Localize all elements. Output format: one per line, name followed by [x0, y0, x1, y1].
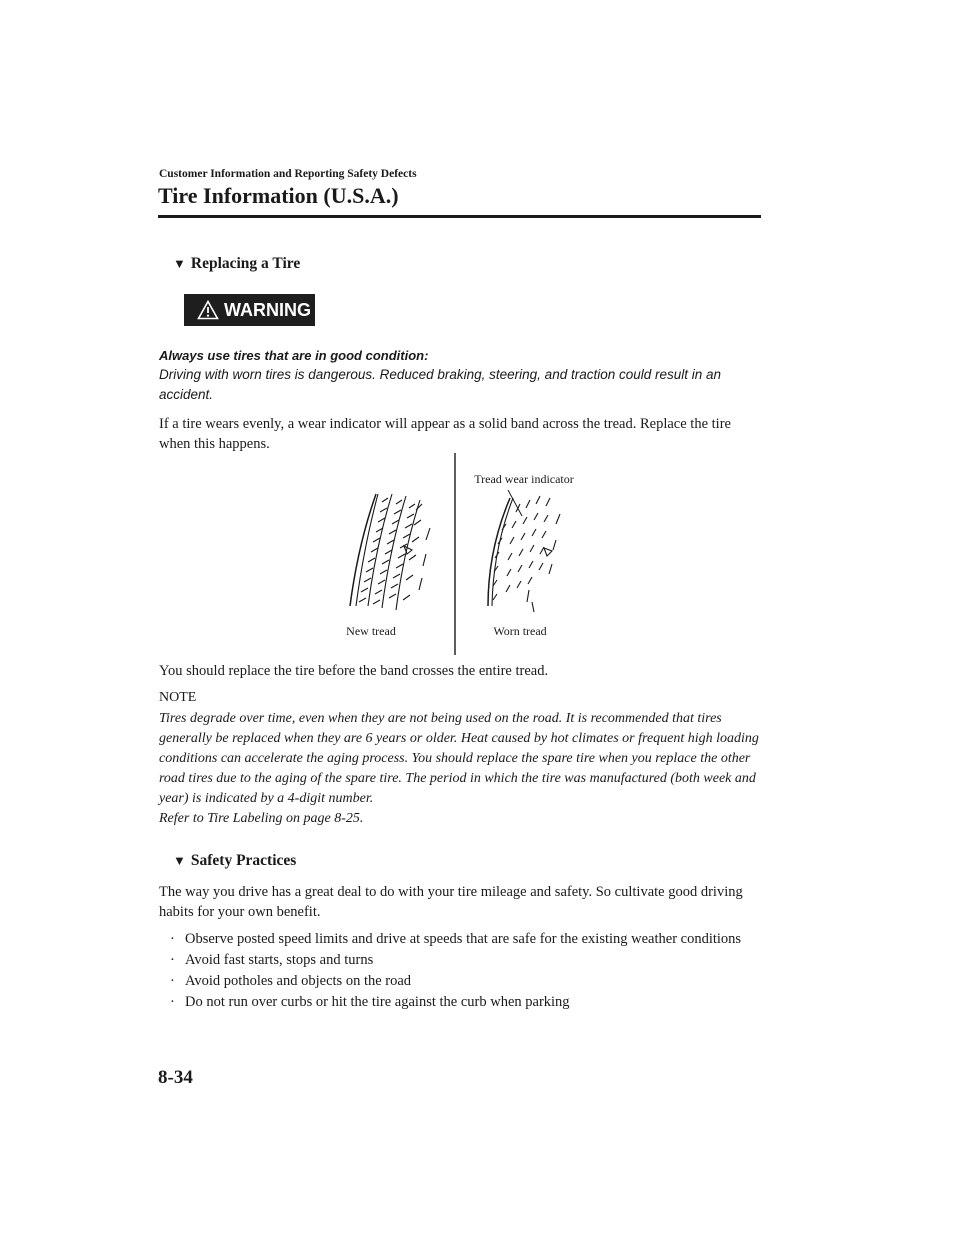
note-text: Tires degrade over time, even when they are not being used on the road. It is recommended that tires generally be replaced when they are 6 years or older. Heat caused by hot climates or frequent high loading conditions can accelerate the aging process. You should replace the spare tire when you replace the other road tires due to the aging of the spare tire. The period in which the tire was manufactured (both week and year) is indicated by a 4-digit number. [159, 711, 759, 806]
warning-badge [184, 294, 315, 326]
list-item: · Avoid potholes and objects on the road [170, 973, 412, 989]
new-tread-label: New tread [346, 624, 396, 638]
list-item: · Avoid fast starts, stops and turns [170, 952, 374, 968]
bullet-dot-icon: · [170, 931, 175, 947]
safety-intro: The way you drive has a great deal to do with your tire mileage and safety. So cultivate good driving habits for your own benefit. [159, 884, 743, 920]
page-number: 8-34 [158, 1067, 193, 1088]
bullet-dot-icon: · [170, 952, 175, 968]
replacing-heading-text: Replacing a Tire [190, 255, 301, 272]
section-header: Customer Information and Reporting Safety Defects [159, 168, 417, 180]
warning-label: WARNING [224, 299, 311, 320]
bullet-dot-icon: · [170, 973, 175, 989]
replacing-intro: If a tire wears evenly, a wear indicator will appear as a solid band across the tread. Replace the tire when this happens. [159, 416, 731, 452]
list-item: · Do not run over curbs or hit the tire against the curb when parking [170, 994, 570, 1010]
note-label: NOTE [159, 690, 197, 705]
triangle-down-icon: ▼ [173, 256, 186, 271]
tread-figure [320, 450, 600, 660]
triangle-down-icon: ▼ [173, 853, 186, 868]
bullet-dot-icon: · [170, 994, 175, 1010]
note-body [159, 709, 761, 829]
list-item: · Observe posted speed limits and drive at speeds that are safe for the existing weather conditions [170, 931, 742, 947]
safety-list [170, 929, 760, 1013]
note-reference: Refer to Tire Labeling on page 8-25. [159, 811, 364, 826]
indicator-label: Tread wear indicator [474, 472, 574, 486]
replacing-heading [173, 255, 300, 273]
new-tread-illustration [350, 494, 430, 610]
worn-tread-illustration [488, 490, 560, 612]
warning-triangle-icon [197, 300, 219, 320]
safety-heading-text: Safety Practices [190, 852, 297, 869]
chapter-title: Tire Information (U.S.A.) [158, 183, 399, 208]
safety-heading [173, 852, 296, 870]
worn-tread-label: Worn tread [493, 624, 547, 638]
replace-before-text: You should replace the tire before the band crosses the entire tread. [159, 663, 549, 679]
warning-body: Driving with worn tires is dangerous. Reduced braking, steering, and traction could result in an accident. [159, 367, 722, 402]
warning-title: Always use tires that are in good condition: [159, 348, 429, 363]
header-rule [158, 215, 761, 218]
